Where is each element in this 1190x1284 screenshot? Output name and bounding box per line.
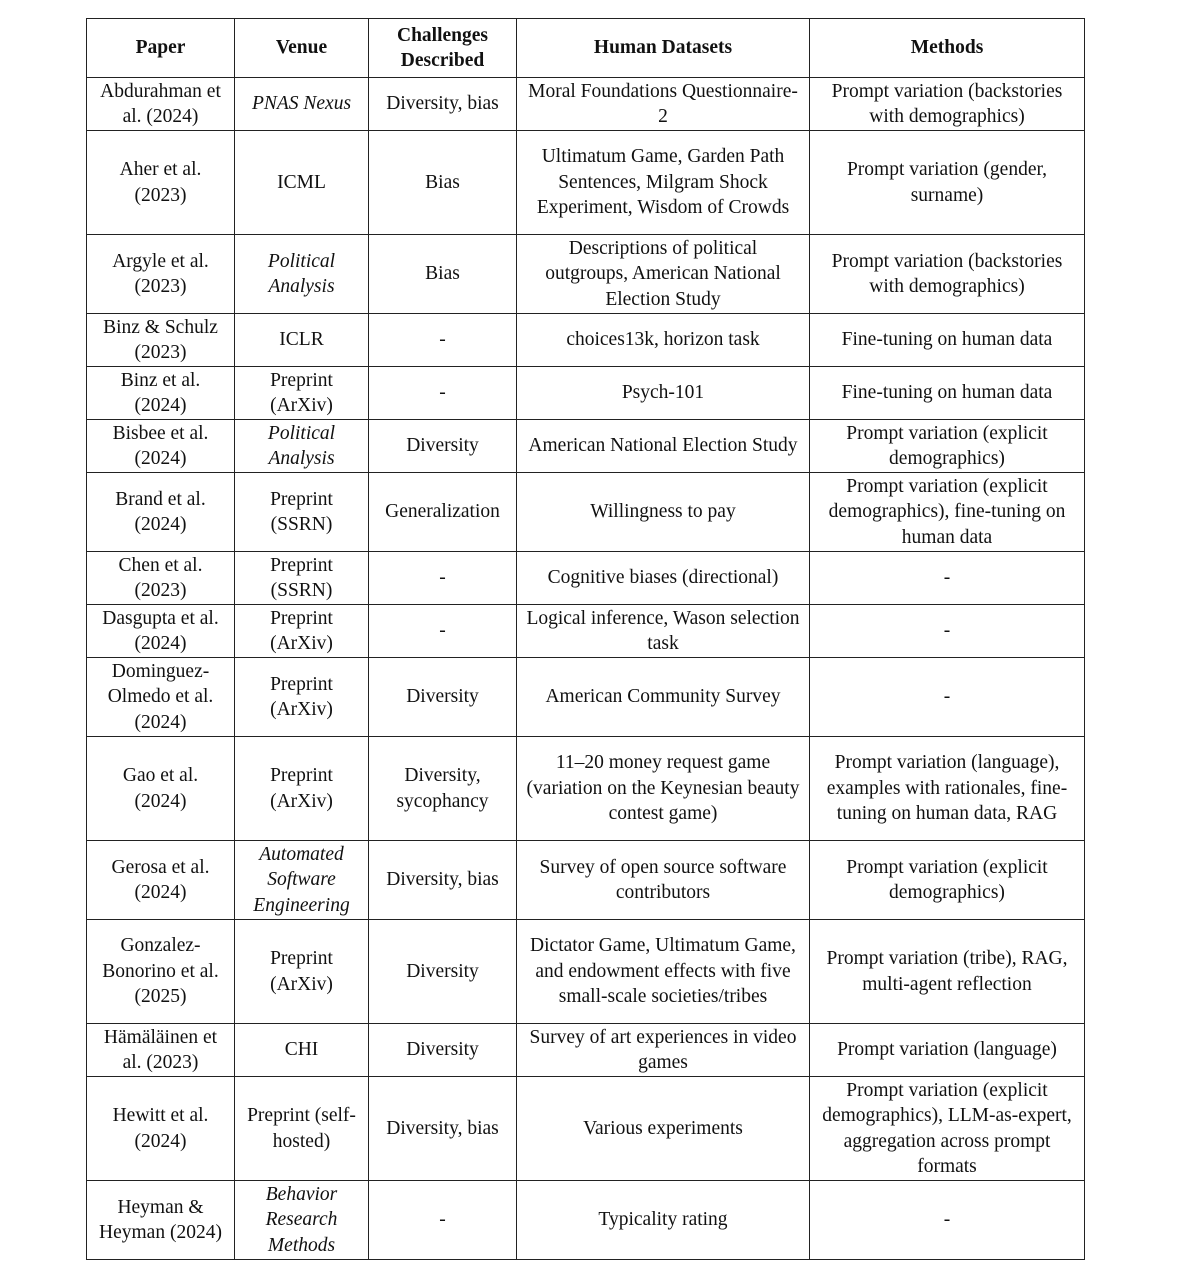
cell-venue: Preprint (ArXiv) [235,920,369,1024]
cell-datasets: Logical inference, Wason selection task [517,605,810,658]
cell-paper: Gao et al. (2024) [87,737,235,841]
cell-methods: Prompt variation (explicit demographics) [810,841,1085,920]
cell-datasets: Cognitive biases (directional) [517,552,810,605]
table-row [87,420,1085,473]
table-row [87,1024,1085,1077]
cell-challenges: Diversity, sycophancy [369,737,517,841]
table-row [87,841,1085,920]
papers-table [86,18,1085,1260]
cell-datasets: choices13k, horizon task [517,314,810,367]
cell-challenges: Diversity, bias [369,78,517,131]
header-methods: Methods [810,19,1085,78]
cell-paper: Binz et al. (2024) [87,367,235,420]
cell-challenges: Diversity [369,1024,517,1077]
cell-methods: Prompt variation (backstories with demographics) [810,235,1085,314]
cell-paper: Bisbee et al. (2024) [87,420,235,473]
cell-paper: Argyle et al. (2023) [87,235,235,314]
cell-venue: Automated Software Engineering [235,841,369,920]
cell-methods: Prompt variation (gender, surname) [810,131,1085,235]
cell-challenges: - [369,552,517,605]
cell-methods: - [810,605,1085,658]
cell-paper: Brand et al. (2024) [87,473,235,552]
cell-challenges: - [369,367,517,420]
cell-challenges: - [369,314,517,367]
cell-methods: Prompt variation (language), examples with rationales, fine-tuning on human data, RAG [810,737,1085,841]
cell-datasets: American Community Survey [517,658,810,737]
cell-methods: Fine-tuning on human data [810,314,1085,367]
cell-paper: Binz & Schulz (2023) [87,314,235,367]
cell-venue: Preprint (ArXiv) [235,658,369,737]
cell-venue: PNAS Nexus [235,78,369,131]
cell-challenges: Diversity [369,658,517,737]
table-row [87,658,1085,737]
cell-methods: Prompt variation (tribe), RAG, multi-agent reflection [810,920,1085,1024]
cell-venue: Preprint (self-hosted) [235,1077,369,1181]
header-venue: Venue [235,19,369,78]
cell-datasets: Descriptions of political outgroups, American National Election Study [517,235,810,314]
cell-challenges: Diversity, bias [369,1077,517,1181]
cell-paper: Hewitt et al. (2024) [87,1077,235,1181]
cell-challenges: - [369,1181,517,1260]
cell-paper: Chen et al. (2023) [87,552,235,605]
cell-venue: Preprint (SSRN) [235,473,369,552]
cell-datasets: Survey of art experiences in video games [517,1024,810,1077]
header-challenges: Challenges Described [369,19,517,78]
cell-paper: Dasgupta et al. (2024) [87,605,235,658]
cell-venue: Preprint (ArXiv) [235,605,369,658]
table-row [87,131,1085,235]
cell-venue: CHI [235,1024,369,1077]
table-row [87,552,1085,605]
cell-challenges: Bias [369,235,517,314]
table-row [87,920,1085,1024]
cell-challenges: - [369,605,517,658]
cell-datasets: American National Election Study [517,420,810,473]
cell-challenges: Generalization [369,473,517,552]
cell-venue: Political Analysis [235,235,369,314]
cell-methods: Prompt variation (language) [810,1024,1085,1077]
cell-challenges: Bias [369,131,517,235]
cell-venue: ICML [235,131,369,235]
cell-methods: Prompt variation (explicit demographics), LLM-as-expert, aggregation across prompt formats [810,1077,1085,1181]
cell-venue: Preprint (ArXiv) [235,737,369,841]
cell-datasets: Dictator Game, Ultimatum Game, and endowment effects with five small-scale societies/tribes [517,920,810,1024]
cell-paper: Gerosa et al. (2024) [87,841,235,920]
table-row [87,473,1085,552]
cell-methods: - [810,658,1085,737]
cell-datasets: Moral Foundations Questionnaire-2 [517,78,810,131]
cell-datasets: Typicality rating [517,1181,810,1260]
cell-challenges: Diversity, bias [369,841,517,920]
cell-paper: Heyman & Heyman (2024) [87,1181,235,1260]
cell-methods: Prompt variation (explicit demographics), fine-tuning on human data [810,473,1085,552]
cell-paper: Aher et al. (2023) [87,131,235,235]
cell-venue: ICLR [235,314,369,367]
cell-paper: Dominguez-Olmedo et al. (2024) [87,658,235,737]
cell-methods: Fine-tuning on human data [810,367,1085,420]
cell-datasets: Various experiments [517,1077,810,1181]
cell-methods: - [810,552,1085,605]
cell-paper: Hämäläinen et al. (2023) [87,1024,235,1077]
cell-paper: Abdurahman et al. (2024) [87,78,235,131]
table-row [87,605,1085,658]
table-row [87,737,1085,841]
cell-venue: Preprint (ArXiv) [235,367,369,420]
header-row [87,19,1085,78]
table-row [87,314,1085,367]
header-datasets: Human Datasets [517,19,810,78]
table-row [87,235,1085,314]
cell-datasets: Ultimatum Game, Garden Path Sentences, Milgram Shock Experiment, Wisdom of Crowds [517,131,810,235]
cell-datasets: Survey of open source software contributors [517,841,810,920]
header-paper: Paper [87,19,235,78]
cell-venue: Behavior Research Methods [235,1181,369,1260]
cell-datasets: Psych-101 [517,367,810,420]
cell-methods: Prompt variation (explicit demographics) [810,420,1085,473]
cell-datasets: Willingness to pay [517,473,810,552]
cell-challenges: Diversity [369,420,517,473]
cell-paper: Gonzalez-Bonorino et al. (2025) [87,920,235,1024]
cell-datasets: 11–20 money request game (variation on the Keynesian beauty contest game) [517,737,810,841]
table-row [87,1181,1085,1260]
table-row [87,78,1085,131]
cell-methods: Prompt variation (backstories with demographics) [810,78,1085,131]
cell-venue: Political Analysis [235,420,369,473]
table-row [87,367,1085,420]
table-row [87,1077,1085,1181]
cell-venue: Preprint (SSRN) [235,552,369,605]
cell-methods: - [810,1181,1085,1260]
cell-challenges: Diversity [369,920,517,1024]
